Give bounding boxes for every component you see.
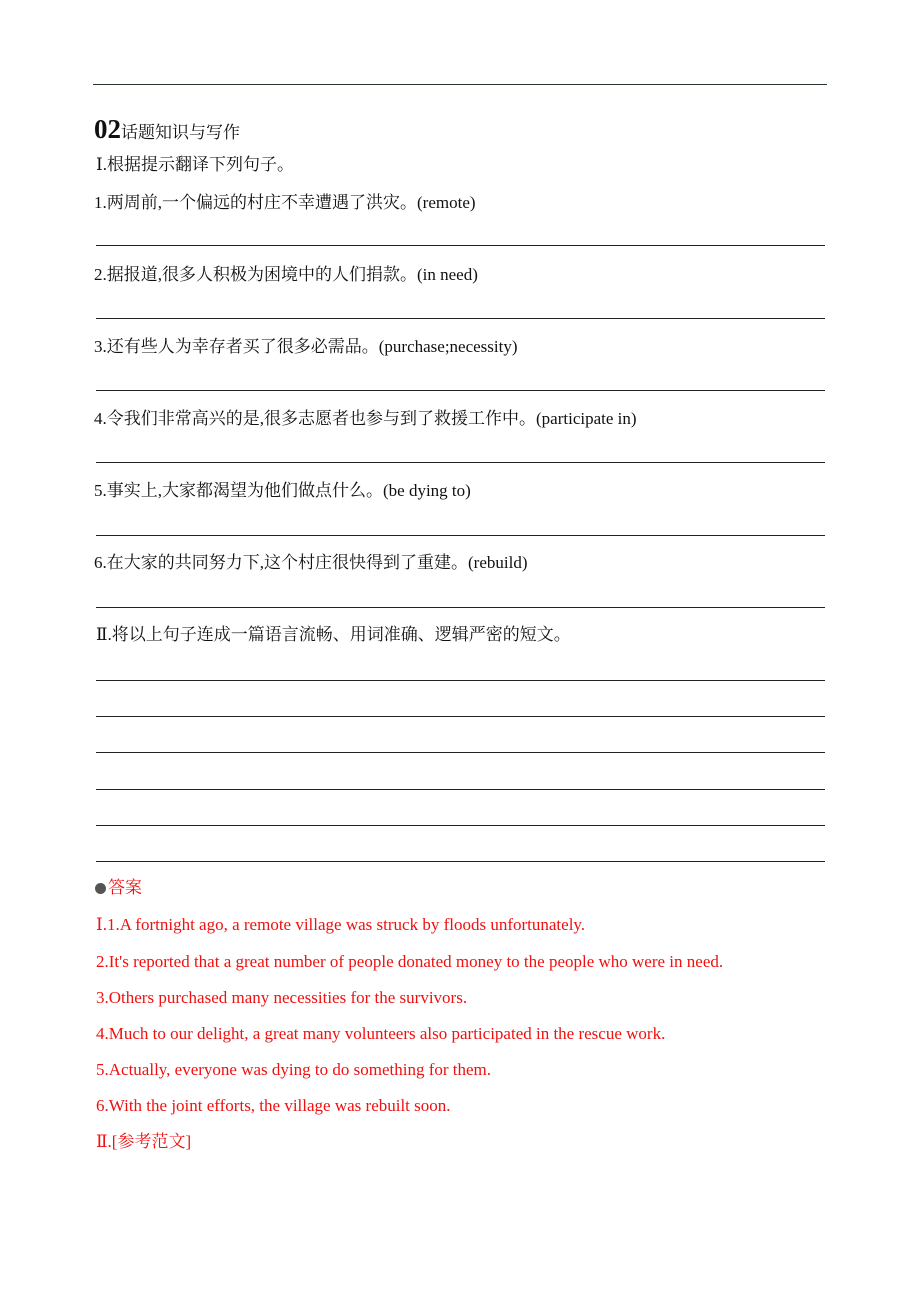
question-6: 6.在大家的共同努力下,这个村庄很快得到了重建。(rebuild) xyxy=(94,553,528,572)
answer-3: 3.Others purchased many necessities for the survivors. xyxy=(96,988,468,1007)
question-4: 4.令我们非常高兴的是,很多志愿者也参与到了救援工作中。(participate in) xyxy=(94,409,637,428)
answer-line[interactable] xyxy=(96,318,825,319)
question-5: 5.事实上,大家都渴望为他们做点什么。(be dying to) xyxy=(94,481,471,500)
section-heading xyxy=(94,114,240,145)
writing-line[interactable] xyxy=(96,825,825,826)
top-rule xyxy=(93,84,827,85)
model-essay-label: Ⅱ.[参考范文] xyxy=(96,1132,192,1151)
heading-title: 话题知识与写作 xyxy=(121,123,240,142)
heading-number: 02 xyxy=(94,114,121,144)
section2-title: Ⅱ.将以上句子连成一篇语言流畅、用词准确、逻辑严密的短文。 xyxy=(96,625,571,644)
answer-5: 5.Actually, everyone was dying to do something for them. xyxy=(96,1060,492,1079)
answer-line[interactable] xyxy=(96,462,825,463)
answer-line[interactable] xyxy=(96,390,825,391)
answer-4: 4.Much to our delight, a great many volunteers also participated in the rescue work. xyxy=(96,1024,666,1043)
answer-2: 2.It's reported that a great number of people donated money to the people who were in need. xyxy=(96,952,724,971)
answer-line[interactable] xyxy=(96,245,825,246)
writing-line[interactable] xyxy=(96,789,825,790)
answer-line[interactable] xyxy=(96,607,825,608)
writing-line[interactable] xyxy=(96,716,825,717)
question-1: 1.两周前,一个偏远的村庄不幸遭遇了洪灾。(remote) xyxy=(94,193,476,212)
answer-1: Ⅰ.1.A fortnight ago, a remote village was struck by floods unfortunately. xyxy=(96,915,586,934)
answer-line[interactable] xyxy=(96,535,825,536)
question-3: 3.还有些人为幸存者买了很多必需品。(purchase;necessity) xyxy=(94,337,518,356)
writing-line[interactable] xyxy=(96,680,825,681)
writing-line[interactable] xyxy=(96,752,825,753)
writing-line[interactable] xyxy=(96,861,825,862)
answer-6: 6.With the joint efforts, the village was rebuilt soon. xyxy=(96,1096,451,1115)
section1-title: Ⅰ.根据提示翻译下列句子。 xyxy=(96,155,294,174)
answer-marker-icon xyxy=(95,883,106,894)
answers-title: 答案 xyxy=(108,878,142,897)
question-2: 2.据报道,很多人积极为困境中的人们捐款。(in need) xyxy=(94,265,478,284)
answers-heading xyxy=(95,878,142,898)
